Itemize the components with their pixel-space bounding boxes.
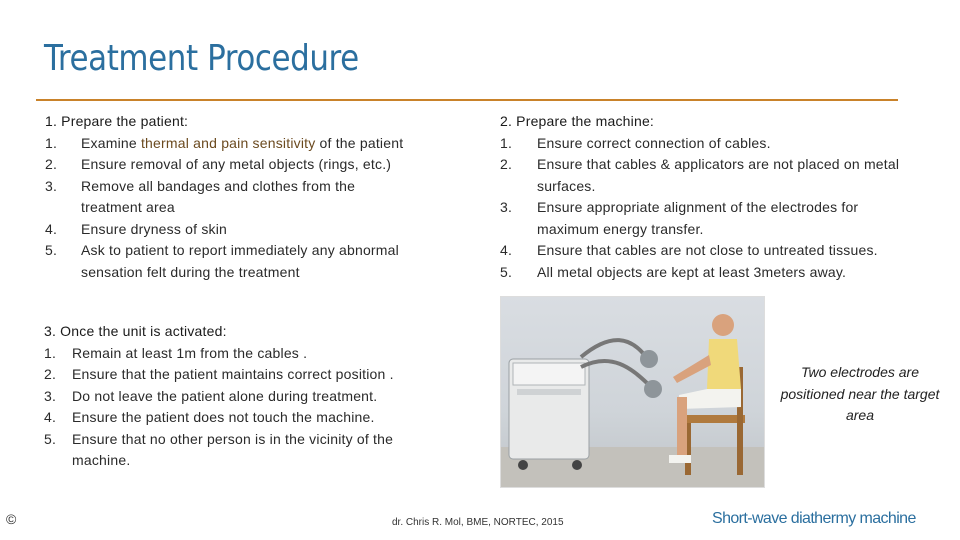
item-number: 2. bbox=[500, 156, 513, 172]
copyright-symbol: © bbox=[6, 511, 17, 527]
list-item bbox=[44, 386, 474, 408]
item-text: Ensure the patient does not touch the machine. bbox=[72, 409, 375, 425]
item-text: Ensure appropriate alignment of the electrodes for maximum energy transfer. bbox=[537, 199, 859, 237]
item-text: Do not leave the patient alone during treatment. bbox=[72, 387, 378, 404]
item-number: 5. bbox=[45, 242, 58, 258]
title-underline-right bbox=[420, 99, 898, 101]
list-item bbox=[45, 154, 465, 176]
highlighted-text: thermal and pain sensitivity bbox=[140, 134, 316, 151]
item-number: 1. bbox=[45, 134, 58, 151]
item-text: Remain at least 1m from the cables . bbox=[72, 344, 308, 361]
item-number: 1. bbox=[500, 134, 513, 151]
item-number: 4. bbox=[45, 220, 58, 237]
item-text-post: of the patient bbox=[315, 134, 404, 151]
slide-title: Treatment Procedure bbox=[44, 38, 359, 79]
item-text: Ensure that cables & applicators are not placed on metal surfaces. bbox=[537, 156, 900, 194]
list-item bbox=[45, 240, 465, 283]
item-text: Remove all bandages and clothes from the treatment area bbox=[81, 177, 356, 215]
list-item bbox=[44, 429, 474, 472]
photo-caption: Two electrodes are positioned near the target area bbox=[780, 364, 940, 423]
item-text: Ensure correct connection of cables. bbox=[537, 134, 771, 151]
section-heading: 3. Once the unit is activated: bbox=[44, 323, 227, 339]
item-text: Ensure dryness of skin bbox=[81, 220, 228, 237]
item-text-pre: Examine bbox=[81, 134, 141, 151]
treatment-illustration bbox=[501, 297, 765, 488]
footer-topic: Short-wave diathermy machine bbox=[712, 510, 916, 527]
list-item bbox=[45, 219, 465, 241]
list-item bbox=[44, 343, 474, 365]
section-heading: 1. Prepare the patient: bbox=[45, 113, 189, 129]
item-text bbox=[81, 133, 465, 155]
list-item bbox=[45, 176, 465, 219]
unit-activated-section bbox=[44, 321, 474, 472]
title-underline-left bbox=[36, 99, 420, 101]
item-number: 5. bbox=[44, 430, 57, 447]
list-item bbox=[44, 407, 474, 429]
item-number: 3. bbox=[44, 387, 57, 404]
footer-author: dr. Chris R. Mol, BME, NORTEC, 2015 bbox=[392, 517, 564, 528]
item-text: All metal objects are kept at least 3meters away. bbox=[537, 263, 847, 280]
list-item bbox=[500, 262, 940, 284]
item-text: Ensure removal of any metal objects (rings, etc.) bbox=[81, 156, 392, 172]
item-number: 2. bbox=[44, 366, 57, 382]
prepare-patient-section bbox=[45, 111, 465, 283]
item-text: Ensure that no other person is in the vicinity of the machine. bbox=[72, 430, 394, 468]
prepare-machine-section bbox=[500, 111, 940, 283]
list-item bbox=[44, 364, 474, 386]
item-number: 2. bbox=[45, 156, 58, 172]
item-number: 3. bbox=[500, 199, 513, 215]
item-text: Ask to patient to report immediately any abnormal sensation felt during the treatment bbox=[81, 242, 399, 280]
list-item bbox=[500, 240, 940, 262]
list-item bbox=[500, 154, 940, 197]
item-number: 3. bbox=[45, 177, 58, 194]
item-number: 5. bbox=[500, 263, 513, 280]
diathermy-treatment-photo bbox=[500, 296, 765, 488]
section-heading: 2. Prepare the machine: bbox=[500, 113, 655, 129]
list-item bbox=[45, 133, 465, 155]
item-text: Ensure that cables are not close to untreated tissues. bbox=[537, 242, 878, 258]
list-item bbox=[500, 197, 940, 240]
item-text: Ensure that the patient maintains correct position . bbox=[72, 366, 394, 382]
item-number: 1. bbox=[44, 344, 57, 361]
item-number: 4. bbox=[500, 242, 513, 258]
item-number: 4. bbox=[44, 409, 57, 425]
list-item bbox=[500, 133, 940, 155]
